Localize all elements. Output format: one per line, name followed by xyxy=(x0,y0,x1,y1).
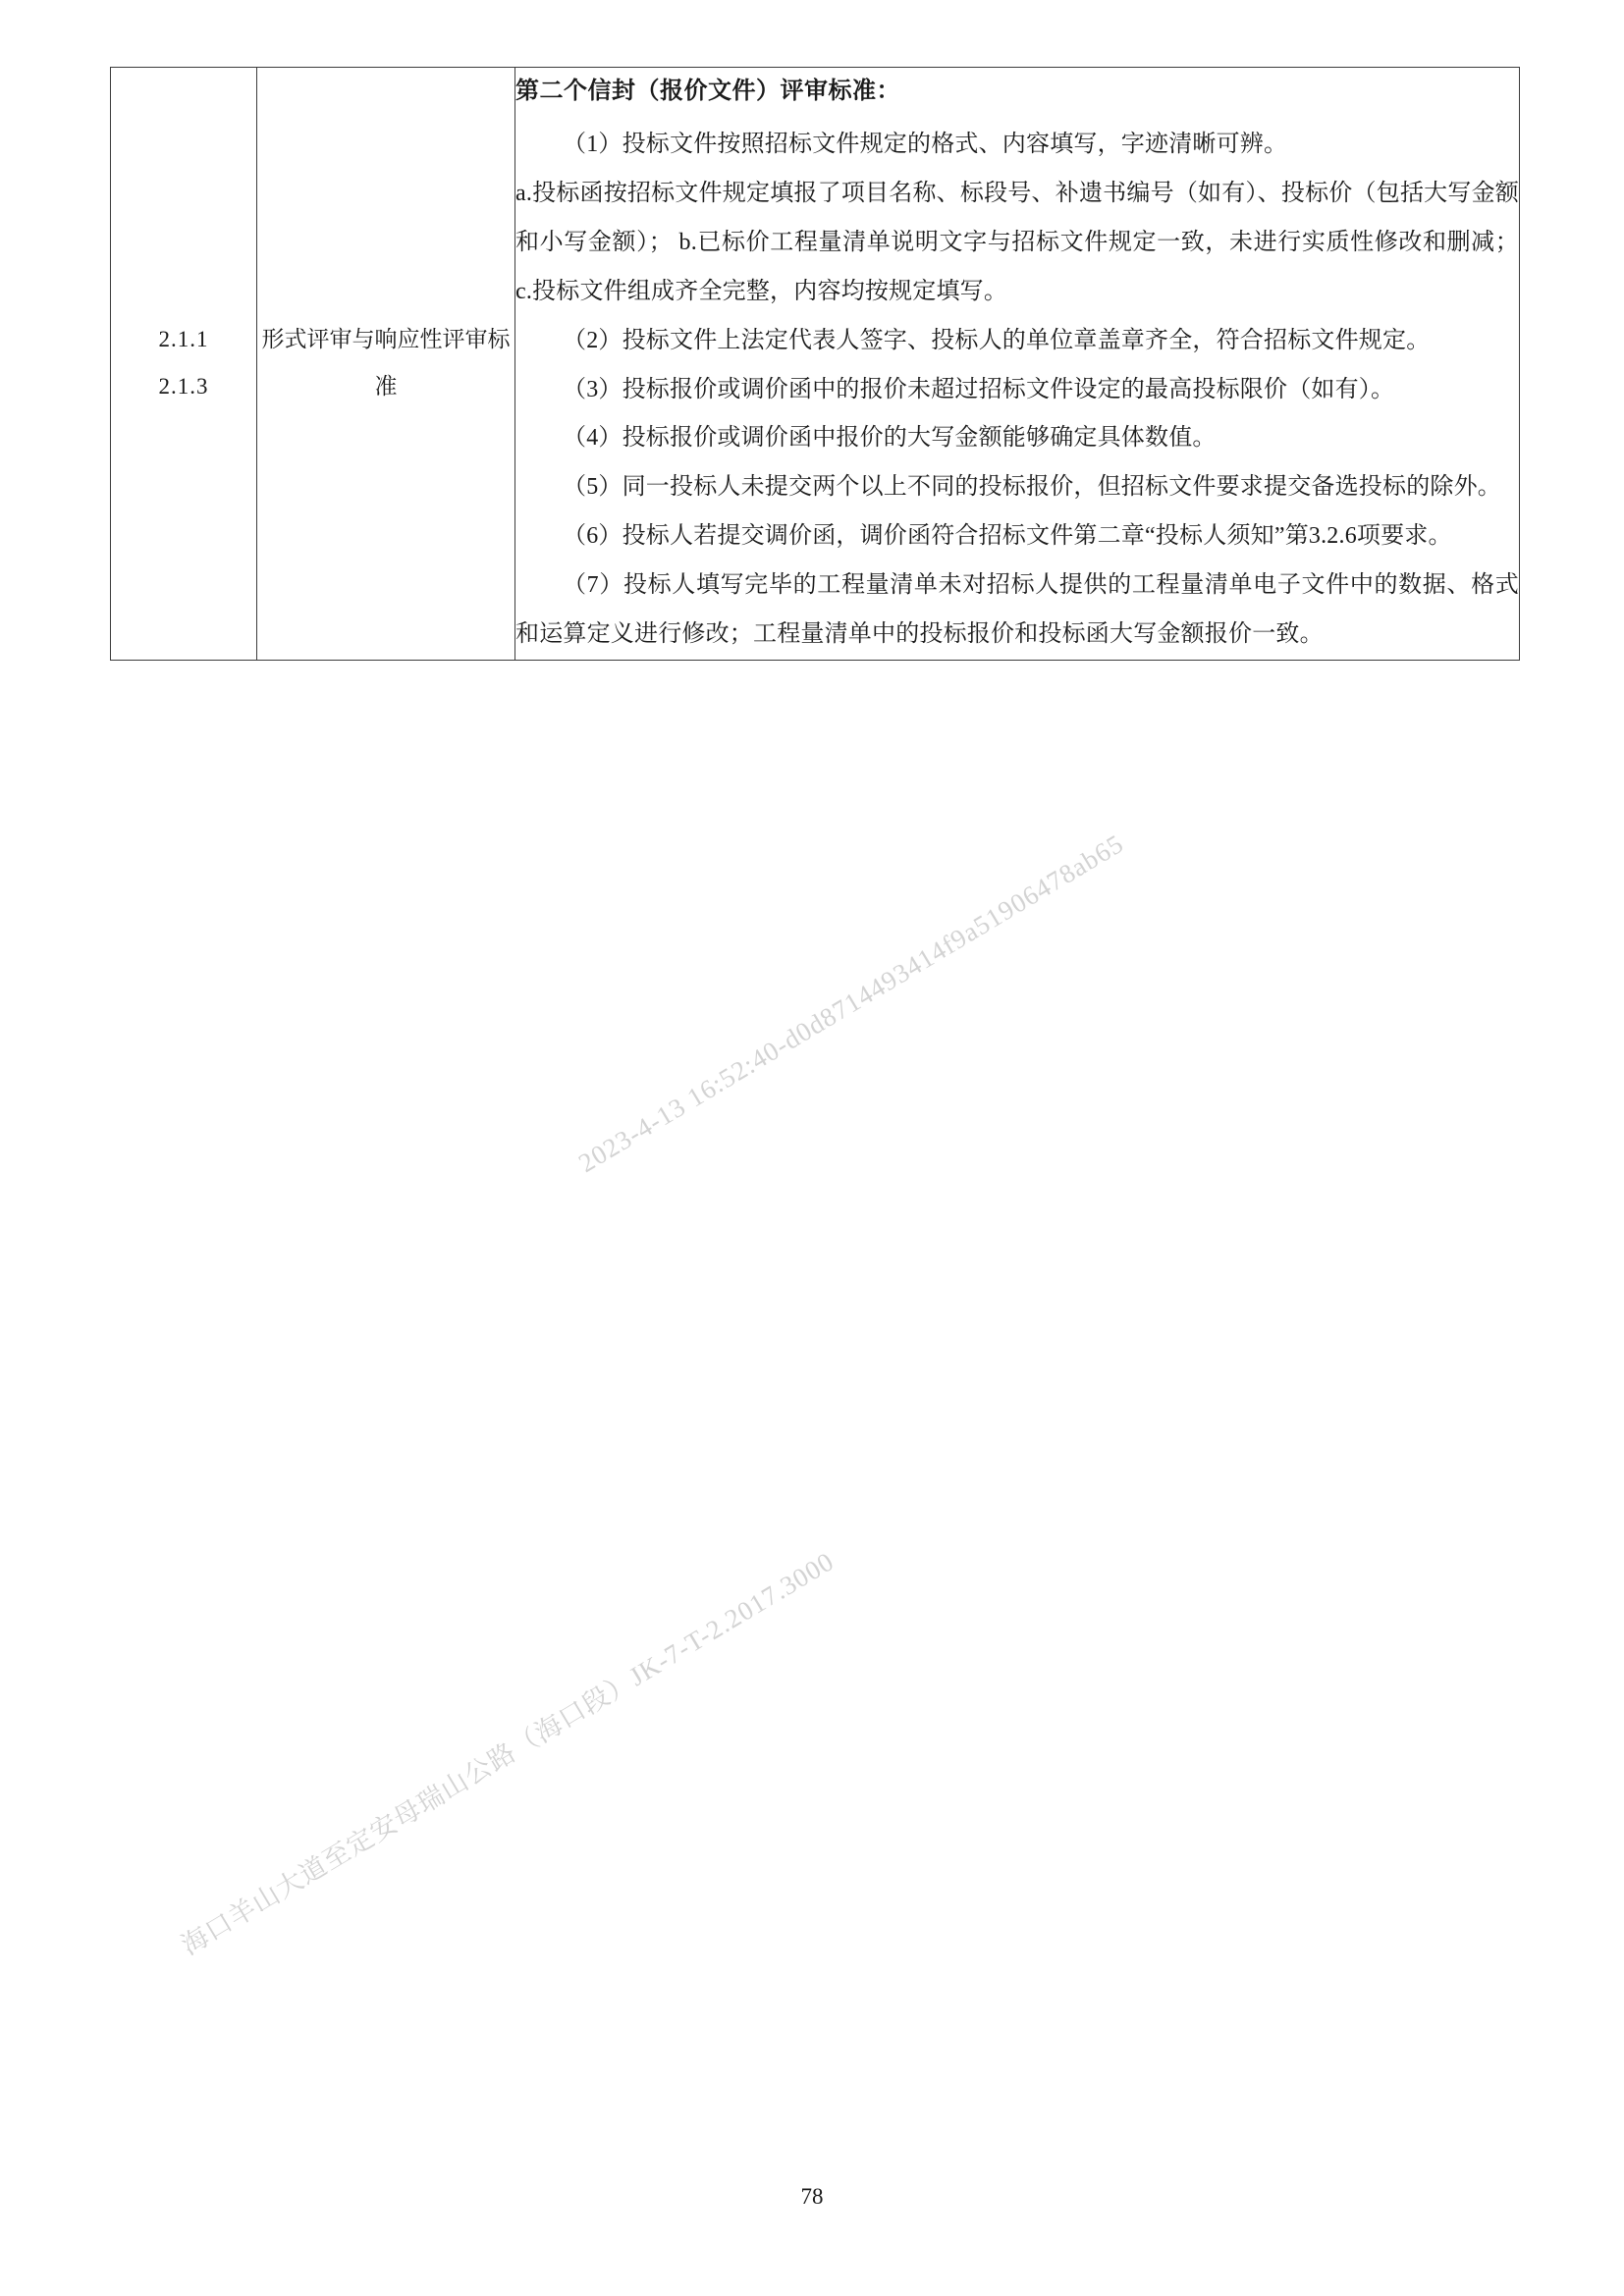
body-paragraph-5: （4）投标报价或调价函中报价的大写金额能够确定具体数值。 xyxy=(563,425,1217,452)
body-paragraph-2: a.投标函按招标文件规定填报了项目名称、标段号、补遗书编号（如有）、投标价（包括大写金额和小写金额）； b.已标价工程量清单说明文字与招标文件规定一致，未进行实质性修改和删减； c.投标文件组成齐全完整，内容均按规定填写。 xyxy=(515,180,1519,304)
criteria-title-cell: 形式评审与响应性评审标准 xyxy=(257,68,515,661)
body-paragraph-8: （7）投标人填写完毕的工程量清单未对招标人提供的工程量清单电子文件中的数据、格式和运算定义进行修改；工程量清单中的投标报价和投标函大写金额报价一致。 xyxy=(515,572,1519,648)
body-paragraph-3: （2）投标文件上法定代表人签字、投标人的单位章盖章齐全，符合招标文件规定。 xyxy=(563,327,1431,353)
criteria-table-container xyxy=(110,67,1520,661)
table-row xyxy=(111,68,1520,661)
body-paragraph-7: （6）投标人若提交调价函，调价函符合招标文件第二章“投标人须知”第3.2.6项要求。 xyxy=(563,523,1452,550)
page-number: 78 xyxy=(800,2184,824,2209)
body-paragraph-1: （1）投标文件按照招标文件规定的格式、内容填写，字迹清晰可辨。 xyxy=(563,132,1288,157)
clause-number-first: 2.1.1 xyxy=(158,327,209,352)
watermark-text-2: 2023-4-13 16:52:40-d0d8714493414f9a51906478ab65 xyxy=(573,828,1129,1179)
clause-number-second: 2.1.3 xyxy=(158,374,209,400)
watermark-text-1: 海口羊山大道至定安母瑞山公路（海口段）JK-7-T-2.2017.3000 xyxy=(176,1546,839,1961)
clause-number-cell xyxy=(111,68,257,661)
criteria-body-cell xyxy=(515,68,1520,661)
body-heading: 第二个信封（报价文件）评审标准： xyxy=(515,79,900,104)
criteria-table xyxy=(110,67,1520,661)
body-paragraph-4: （3）投标报价或调价函中的报价未超过招标文件设定的最高投标限价（如有）。 xyxy=(563,376,1395,402)
body-paragraph-6: （5）同一投标人未提交两个以上不同的投标报价，但招标文件要求提交备选投标的除外。 xyxy=(563,474,1501,501)
